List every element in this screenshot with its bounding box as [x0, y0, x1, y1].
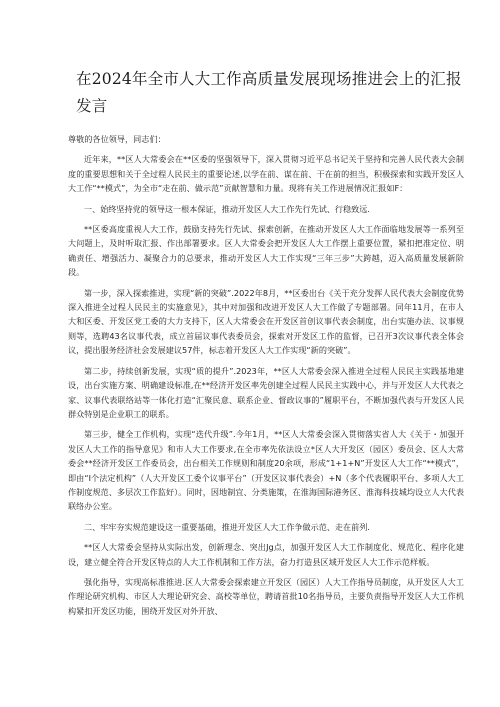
paragraph-standardization: **区人大常委会坚持从实际出发，创新理念、突出Jg点，加强开发区人大工作制度化、规范化、程序化建设，建立健全符合开发区特点的人大工作机制和工作方法，奋力打造县区域开发区人大工作示范样板。 — [68, 542, 464, 567]
paragraph-step-two: 第二步，持续创新发展，实现“质的提升”.2023年，**区人大常委会深入推进全过程人民民主实践基地建设，出台实施方案、明确建设标准,在**经济开发区率先创建全过程人民民主实践中心，并与开发区人大代表之家、议事代表联络站等一体化打造“汇聚民意、联系企业、督政议事的”履职平台，不断加强代表与开发区人民群众特别是企业职工的联系。 — [68, 365, 464, 419]
salutation: 尊敬的各位领导，同志们： — [68, 134, 166, 144]
paragraph-party-leadership: **区委高度重视人大工作，鼓励支持先行先试、探索创新，在推动开发区人大工作面临地发展等一系列至大问题上，及时听取汇报、作出部署要求。区人大常委会把开发区人大工作摆上重要位置，紧扣把准定位、明确责任、增强活力、凝聚合力的总要求，推动开发区人大工作实现“三年三步”大跨越，迈入高质量发展新阶段。 — [68, 224, 464, 278]
section-heading-2: 二、牢牢夯实规范建设这一重要基础，推进开发区人大工作争做示范、走在前列. — [84, 521, 370, 532]
paragraph-guidance: 强化指导，实现高标准推进.区人大常委会探索建立开发区（园区）人大工作指导员制度，从开发区人大工作理论研究机构、市区人大理论研究会、高校等单位，聘请首批10名指导员，主要负责指导开发区人大工作机构紧扣开发区功能，围绕开发区对外开放、 — [68, 576, 464, 616]
paragraph-step-one: 第一步，深入探索推进，实现“新的突破”.2022年8月，**区委出台《关于充分发挥人民代表大会制度优势深入推进全过程人民民主的实施意见》，其中对加强和改进开发区人大工作做了专题部署。同年11月，在市人大和区委、开发区党工委的大力支持下，区人大常委会在开发区首创议事代表会制度，出台实施办法、议事规则等，选聘43名议事代表，成立首届议事代表委员会，探索对开发区工作的监督，已召开3次议事代表全体会议，提出服务经济社会发展建议57件，标志着开发区人大工作实现“新的突破”。 — [68, 287, 464, 356]
document-title: 在2024年全市人大工作高质量发展现场推进会上的汇报发言 — [76, 70, 462, 115]
paragraph-step-three: 第三步，健全工作机构，实现“迭代升级”.今年1月，**区人大常委会深入贯彻落实省人大《关于・加强开发区人大工作的指导意见》和市人大工作要求,在全市率先依法设立*区人大开发区（园区）委员会、区人大常委会**经济开发区工作委员会，出台相关工作规则和制度20余项，形成“1+1+N”开发区人大工作“**模式”，即由“I个法定机构”（人大开发区工委个议事平台”（开发区议事代表会）+N（多个代表履职平台、多项人大工作制度规范、多层次工作监好）。同时，因地制宜、分类施策，在淮海国际港务区、淮海科技城均设立人大代表联络办公室。 — [68, 429, 464, 512]
section-heading-1: 一、始终坚持党的领导这一根本保证，推动开发区人大工作先行先试、行稳致远. — [84, 203, 370, 214]
paragraph-intro: 近年来，**区人大常委会在**区委的坚强领导下，深入贯彻习近平总书记关于坚持和完善人民代表大会制度的重要思想和关于全过程人民民主的重要论述,以学在前、谋在前、干在前的担当，积极探索和实践开发区人大工作“**模式”，为全市“走在前、做示范”贡献智慧和力量。现将有关工作进展情况汇报如F： — [68, 154, 464, 194]
